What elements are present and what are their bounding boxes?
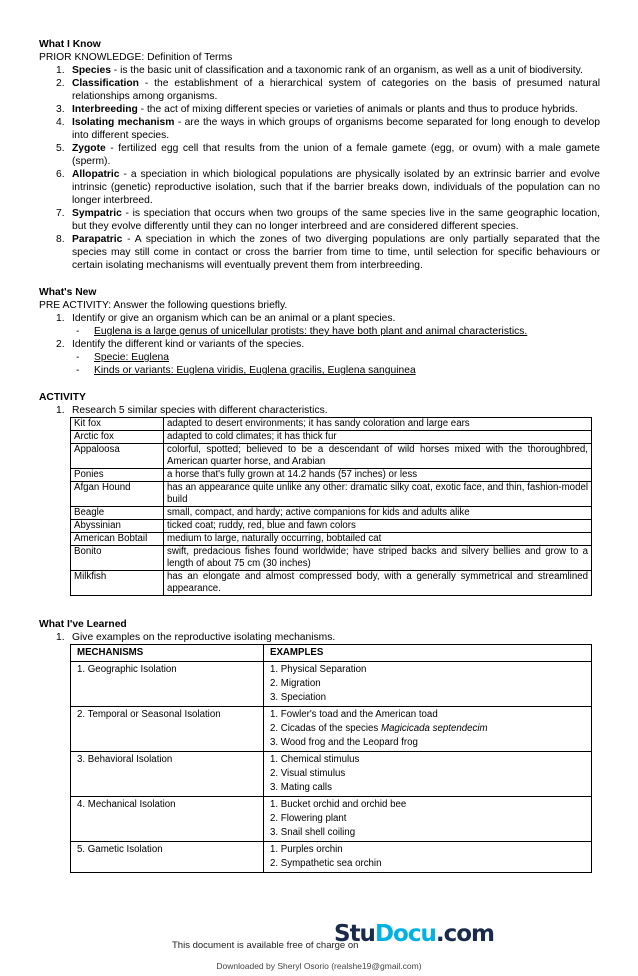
studocu-logo-link[interactable]: StuDocu.com	[334, 921, 494, 947]
table-row	[71, 533, 592, 546]
column-header-mechanisms: MECHANISMS	[71, 645, 264, 662]
answer-item: - Euglena is a large genus of unicellular protists: they have both plant and animal characteristics.	[76, 326, 528, 337]
section-heading-activity: ACTIVITY	[39, 392, 86, 403]
species-description-cell: has an elongate and almost compressed body, with a generally symmetrical and streamlined appearance.	[164, 571, 592, 596]
prior-knowledge-subheading: PRIOR KNOWLEDGE: Definition of Terms	[39, 52, 233, 63]
term-item: 1. Species - is the basic unit of classification and a taxonomic rank of an organism, as well as a unit of biodiversity.	[56, 65, 583, 76]
table-header-row	[71, 645, 592, 662]
examples-cell: 1. Fowler's toad and the American toad 2. Cicadas of the species Magicicada septendecim 3. Wood frog and the Leopard frog	[264, 707, 592, 752]
species-name-cell: Kit fox	[71, 418, 164, 431]
species-name-cell: Beagle	[71, 507, 164, 520]
species-description-cell: a horse that's fully grown at 14.2 hands (57 inches) or less	[164, 469, 592, 482]
term-item: 6. Allopatric - a speciation in which biological populations are physically isolated by an extrinsic barrier and evolve intrinsic (genetic) reproductive isolation, such that if the barrier breaks down, individuals of the population can no longer interbreed.	[56, 169, 600, 206]
species-name-cell: Milkfish	[71, 571, 164, 596]
isolating-mechanisms-table	[70, 644, 592, 873]
term-definition: - the establishment of a hierarchical system of categories on the basis of presumed natural relationships among organisms.	[72, 78, 600, 102]
examples-cell: 1. Purples orchin 2. Sympathetic sea orchin	[264, 842, 592, 873]
term-name: Species	[72, 65, 111, 76]
examples-cell: 1. Chemical stimulus 2. Visual stimulus 3. Mating calls	[264, 752, 592, 797]
species-description-cell: adapted to cold climates; it has thick fur	[164, 431, 592, 444]
download-attribution: Downloaded by Sheryl Osorio (realshe19@gmail.com)	[216, 961, 422, 971]
table-row	[71, 431, 592, 444]
term-definition: - fertilized egg cell that results from the union of a female gamete (egg, or ovum) with a male gamete (sperm).	[72, 143, 600, 167]
mechanism-cell: 1. Geographic Isolation	[71, 662, 264, 707]
section-heading-what-ive-learned: What I've Learned	[39, 619, 127, 630]
term-name: Allopatric	[72, 169, 120, 180]
species-description-cell: medium to large, naturally occurring, bobtailed cat	[164, 533, 592, 546]
table-row	[71, 571, 592, 596]
term-item: 5. Zygote - fertilized egg cell that results from the union of a female gamete (egg, or ovum) with a male gamete (sperm).	[56, 143, 600, 167]
species-description-cell: has an appearance quite unlike any other: dramatic silky coat, exotic face, and thin, fashion-model build	[164, 482, 592, 507]
term-definition: - are the ways in which groups of organisms become separated for long enough to develop into different species.	[72, 117, 601, 141]
table-row	[71, 707, 592, 752]
availability-notice: This document is available free of charge on	[172, 940, 359, 951]
section-heading-whats-new: What's New	[39, 287, 97, 298]
term-item: 8. Parapatric - A speciation in which the zones of two diverging populations are only partially separated that the species may still come in contact or cross the barrier from time to time, until selection for specific behaviours or certain isolating mechanisms will eventually prevent them from interbreeding.	[56, 234, 600, 271]
mechanism-cell: 3. Behavioral Isolation	[71, 752, 264, 797]
species-name-cell: Ponies	[71, 469, 164, 482]
term-definition: - A speciation in which the zones of two diverging populations are only partially separated that the species may still come in contact or cross the barrier from time to time, until selection for specific behaviours or certain isolating mechanisms will eventually prevent them from interbreeding.	[72, 234, 600, 271]
table-row	[71, 507, 592, 520]
examples-cell: 1. Bucket orchid and orchid bee 2. Flowering plant 3. Snail shell coiling	[264, 797, 592, 842]
species-name-cell: American Bobtail	[71, 533, 164, 546]
table-row	[71, 482, 592, 507]
species-name-cell: Afgan Hound	[71, 482, 164, 507]
term-item: 2. Classification - the establishment of a hierarchical system of categories on the basis of presumed natural relationships among organisms.	[56, 78, 600, 102]
table-row	[71, 752, 592, 797]
table-row	[71, 842, 592, 873]
mechanism-cell: 2. Temporal or Seasonal Isolation	[71, 707, 264, 752]
table-row	[71, 797, 592, 842]
table-row	[71, 444, 592, 469]
term-name: Isolating mechanism	[72, 117, 175, 128]
species-name-cell: Abyssinian	[71, 520, 164, 533]
species-description-cell: small, compact, and hardy; active companions for kids and adults alike	[164, 507, 592, 520]
term-definition: - a speciation in which biological populations are physically isolated by an extrinsic barrier and evolve intrinsic (genetic) reproductive isolation, such that if the barrier breaks down, individuals of the population can no longer interbreed.	[72, 169, 600, 206]
activity-instruction: 1. Research 5 similar species with different characteristics.	[56, 405, 328, 416]
species-description-cell: adapted to desert environments; it has sandy coloration and large ears	[164, 418, 592, 431]
terms-list	[39, 64, 600, 272]
species-table	[70, 417, 592, 596]
species-name-cell: Appaloosa	[71, 444, 164, 469]
term-name: Parapatric	[72, 234, 123, 245]
answer-item: - Kinds or variants: Euglena viridis, Euglena gracilis, Euglena sanguinea	[76, 365, 416, 376]
mechanism-cell: 5. Gametic Isolation	[71, 842, 264, 873]
section-heading-what-i-know: What I Know	[39, 39, 101, 50]
pre-activity-subheading: PRE ACTIVITY: Answer the following questions briefly.	[39, 300, 288, 311]
term-name: Sympatric	[72, 208, 122, 219]
table-row	[71, 546, 592, 571]
term-definition: - is the basic unit of classification and a taxonomic rank of an organism, as well as a unit of biodiversity.	[110, 65, 583, 76]
term-item: 3. Interbreeding - the act of mixing different species or varieties of animals or plants and thus to produce hybrids.	[56, 104, 578, 115]
term-name: Interbreeding	[72, 104, 138, 115]
table-row	[71, 469, 592, 482]
species-description-cell: ticked coat; ruddy, red, blue and fawn colors	[164, 520, 592, 533]
answer-item: - Specie: Euglena	[76, 352, 169, 363]
term-item: 7. Sympatric - is speciation that occurs when two groups of the same species live in the same geographic location, but they evolve differently until they can no longer interbreed and are considered different species.	[56, 208, 600, 232]
term-item: 4. Isolating mechanism - are the ways in which groups of organisms become separated for long enough to develop into different species.	[56, 117, 601, 141]
term-name: Classification	[72, 78, 139, 89]
question-item: 2. Identify the different kind or variants of the species.	[56, 339, 305, 350]
table-row	[71, 662, 592, 707]
term-definition: - the act of mixing different species or varieties of animals or plants and thus to produce hybrids.	[137, 104, 578, 115]
mechanism-cell: 4. Mechanical Isolation	[71, 797, 264, 842]
table-row	[71, 418, 592, 431]
column-header-examples: EXAMPLES	[264, 645, 592, 662]
species-description-cell: swift, predacious fishes found worldwide; have striped backs and silvery bellies and grow to a length of about 75 cm (30 inches)	[164, 546, 592, 571]
term-name: Zygote	[72, 143, 106, 154]
species-name-cell: Arctic fox	[71, 431, 164, 444]
species-description-cell: colorful, spotted; believed to be a descendant of wild horses mixed with the thoroughbred, American quarter horse, and Arabian	[164, 444, 592, 469]
learned-instruction: 1. Give examples on the reproductive isolating mechanisms.	[56, 632, 336, 643]
document-page	[39, 38, 600, 873]
examples-cell: 1. Physical Separation 2. Migration 3. Speciation	[264, 662, 592, 707]
term-definition: - is speciation that occurs when two groups of the same species live in the same geographic location, but they evolve differently until they can no longer interbreed and are considered different species.	[72, 208, 600, 232]
table-row	[71, 520, 592, 533]
question-item: 1. Identify or give an organism which can be an animal or a plant species.	[56, 313, 396, 324]
species-name-cell: Bonito	[71, 546, 164, 571]
